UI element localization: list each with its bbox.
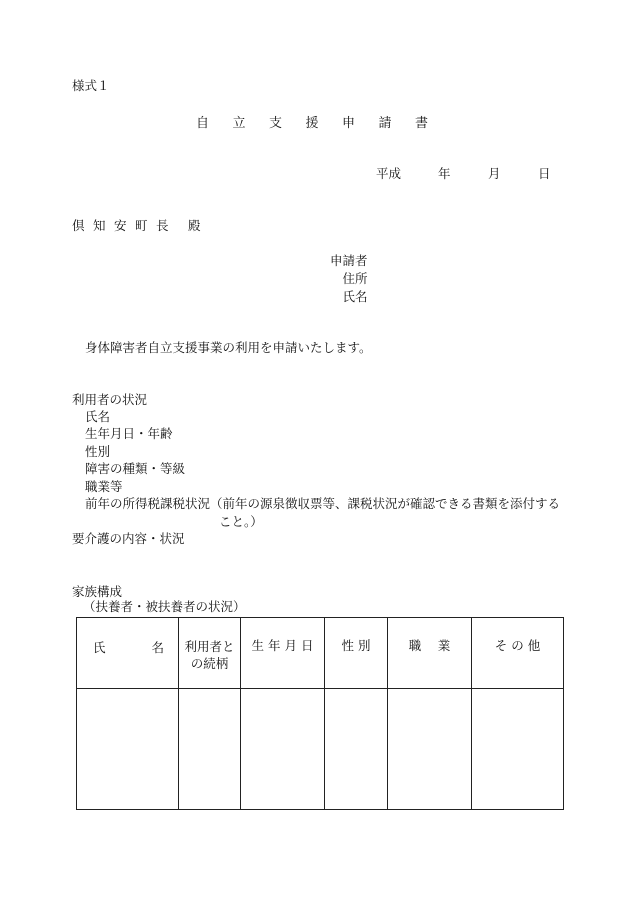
applicant-name-label: 氏名 — [342, 289, 368, 304]
family-subheading: （扶養者・被扶養者の状況） — [83, 599, 246, 614]
title-char: 支 — [269, 116, 283, 131]
addressee-char: 長 — [156, 218, 169, 233]
col-sex: 性 別 — [325, 618, 388, 689]
applicant-block — [330, 255, 368, 309]
addressee-char: 安 — [114, 218, 127, 233]
cell-occupation[interactable] — [388, 689, 472, 810]
user-status-item-occupation: 職業等 — [85, 479, 123, 494]
application-statement: 身体障害者自立支援事業の利用を申請いたします。 — [85, 340, 372, 355]
user-status-item-disability: 障害の種類・等級 — [85, 461, 186, 476]
user-status-item-income: 前年の所得税課税状況（前年の源泉徴収票等、課税状況が確認できる書類を添付する — [85, 496, 561, 511]
col-occupation: 職 業 — [388, 618, 472, 689]
cell-other[interactable] — [472, 689, 564, 810]
title-char: 立 — [232, 116, 246, 131]
title-char: 書 — [415, 116, 429, 131]
col-name — [77, 618, 179, 689]
title-char: 請 — [378, 116, 392, 131]
col-birthdate: 生 年 月 日 — [241, 618, 325, 689]
col-other: そ の 他 — [472, 618, 564, 689]
date-year: 年 — [438, 166, 451, 181]
applicant-address-label: 住所 — [342, 271, 368, 286]
addressee-char: 町 — [135, 218, 148, 233]
user-status-item-income-cont: こと。） — [219, 514, 263, 529]
title-char: 援 — [305, 116, 319, 131]
page-title — [196, 117, 452, 130]
date-era: 平成 — [376, 166, 402, 181]
table-row — [77, 689, 564, 810]
addressee-char: 殿 — [188, 218, 201, 233]
col-relation-line2: の続柄 — [190, 656, 229, 671]
date-day: 日 — [538, 166, 551, 181]
addressee-char: 知 — [93, 218, 106, 233]
addressee — [72, 220, 209, 233]
applicant-label: 申請者 — [330, 253, 368, 268]
user-status-item-sex: 性別 — [85, 444, 111, 459]
user-status-heading: 利用者の状況 — [72, 392, 148, 407]
col-name-left: 氏 — [93, 640, 106, 655]
family-heading: 家族構成 — [72, 584, 123, 599]
cell-relation[interactable] — [179, 689, 241, 810]
cell-name[interactable] — [77, 689, 179, 810]
col-name-right: 名 — [151, 640, 164, 655]
addressee-char: 倶 — [72, 218, 85, 233]
family-table-header — [77, 618, 564, 689]
title-char: 申 — [342, 116, 356, 131]
care-heading: 要介護の内容・状況 — [72, 531, 185, 546]
col-relation-line1: 利用者と — [184, 639, 235, 654]
title-char: 自 — [196, 116, 210, 131]
form-number: 様式１ — [72, 78, 110, 93]
user-status-item-name: 氏名 — [85, 409, 111, 424]
cell-birthdate[interactable] — [241, 689, 325, 810]
user-status-item-birthdate: 生年月日・年齢 — [85, 426, 173, 441]
date-line — [376, 168, 551, 181]
date-month: 月 — [488, 166, 501, 181]
col-relation — [179, 618, 241, 689]
cell-sex[interactable] — [325, 689, 388, 810]
family-table — [76, 617, 564, 810]
